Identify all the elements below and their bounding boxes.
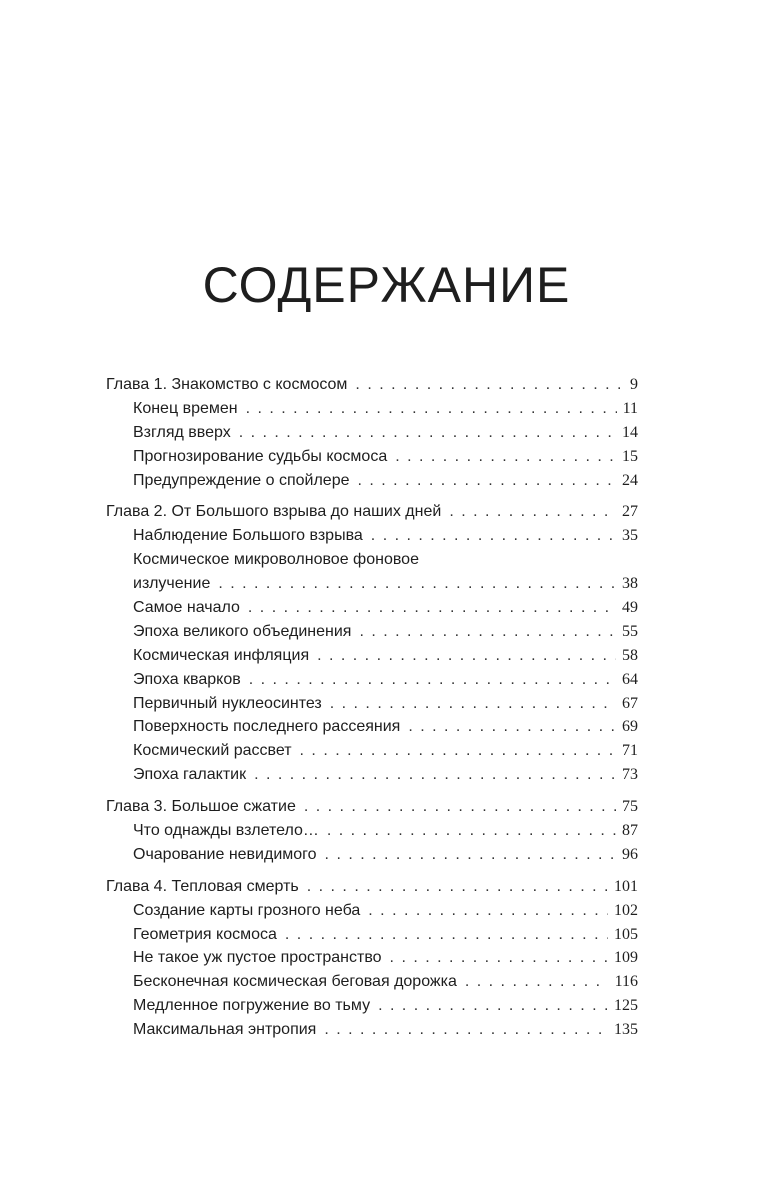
toc-entry-page: 87 (622, 822, 638, 840)
toc-section-entry[interactable] (106, 469, 638, 493)
toc-section-entry-line-1[interactable] (106, 548, 638, 572)
toc-leader-dots (390, 946, 608, 970)
toc-entry-page: 109 (614, 949, 638, 967)
toc-leader-dots (324, 1018, 608, 1042)
toc-entry-page: 73 (622, 766, 638, 784)
toc-chapter-3 (106, 795, 638, 867)
toc-section-entry[interactable] (106, 524, 638, 548)
toc-leader-dots (408, 715, 616, 739)
toc-entry-page: 71 (622, 742, 638, 760)
toc-entry-page: 15 (622, 447, 638, 465)
toc-entry-page: 69 (622, 718, 638, 736)
toc-entry-page: 125 (614, 997, 638, 1015)
toc-chapter-entry[interactable] (106, 500, 638, 524)
toc-leader-dots (246, 397, 617, 421)
toc-entry-label: Создание карты грозного неба (133, 901, 361, 919)
toc-leader-dots (248, 596, 616, 620)
toc-section-entry[interactable] (106, 899, 638, 923)
toc-section-entry[interactable] (106, 819, 638, 843)
toc-leader-dots (330, 692, 616, 716)
toc-entry-label: Глава 4. Тепловая смерть (106, 877, 299, 895)
toc-section-entry-line-2[interactable] (106, 572, 638, 596)
toc-leader-dots (327, 819, 616, 843)
toc-entry-page: 38 (622, 575, 638, 593)
toc-leader-dots (317, 644, 616, 668)
toc-entry-page: 49 (622, 599, 638, 616)
toc-entry-page: 75 (622, 798, 638, 816)
toc-entry-page: 27 (622, 503, 638, 521)
toc-entry-label: Бесконечная космическая беговая дорожка (133, 973, 457, 991)
toc-leader-dots (449, 500, 616, 524)
toc-chapter-entry[interactable] (106, 373, 638, 397)
toc-entry-label: Космический рассвет (133, 742, 292, 760)
toc-section-entry[interactable] (106, 421, 638, 445)
toc-section-entry[interactable] (106, 445, 638, 469)
toc-entry-label: Очарование невидимого (133, 845, 317, 863)
toc-entry-label: Эпоха кварков (133, 670, 241, 688)
toc-entry-label: Прогнозирование судьбы космоса (133, 447, 388, 465)
toc-entry-page: 58 (622, 646, 638, 664)
toc-entry-label-continued: излучение (133, 575, 211, 593)
toc-leader-dots (254, 763, 616, 787)
toc-chapter-4 (106, 875, 638, 1042)
toc-entry-page: 11 (622, 399, 638, 417)
toc-entry-page: 55 (622, 622, 638, 640)
toc-chapter-1 (106, 373, 638, 492)
toc-section-entry[interactable] (106, 994, 638, 1018)
toc-entry-page: 64 (622, 670, 638, 688)
toc-section-entry[interactable] (106, 923, 638, 947)
toc-entry-label: Предупреждение о спойлере (133, 471, 350, 489)
toc-leader-dots (300, 739, 616, 763)
toc-leader-dots (359, 620, 616, 644)
toc-entry-page: 96 (622, 845, 638, 863)
toc-section-entry[interactable] (106, 946, 638, 970)
toc-entry-label: Самое начало (133, 599, 240, 616)
toc-entry-label: Взгляд вверх (133, 423, 231, 441)
toc-entry-label: Конец времен (133, 399, 238, 417)
toc-entry-label: Наблюдение Большого взрыва (133, 527, 363, 545)
toc-section-entry[interactable] (106, 970, 638, 994)
toc-entry-label: Глава 1. Знакомство с космосом (106, 375, 348, 393)
toc-section-entry[interactable] (106, 763, 638, 787)
toc-entry-page: 102 (614, 901, 638, 919)
toc-entry-label: Медленное погружение во тьму (133, 997, 371, 1015)
toc-leader-dots (239, 421, 616, 445)
toc-entry-page: 14 (622, 423, 638, 441)
toc-entry-label: Что однажды взлетело… (133, 822, 319, 840)
toc-section-entry[interactable] (106, 1018, 638, 1042)
toc-entry-label: Эпоха великого объединения (133, 622, 352, 640)
toc-entry-page: 116 (614, 973, 638, 991)
toc-entry-page: 24 (622, 471, 638, 489)
toc-entry-page: 35 (622, 527, 638, 545)
toc-entry-label: Глава 3. Большое сжатие (106, 798, 296, 816)
toc-section-entry[interactable] (106, 620, 638, 644)
toc-entry-label: Глава 2. От Большого взрыва до наших дней (106, 503, 442, 521)
page-title: СОДЕРЖАНИЕ (202, 257, 571, 313)
toc-entry-label: Первичный нуклеосинтез (133, 694, 322, 712)
toc-entry-page: 135 (614, 1021, 638, 1039)
toc-entry-page: 9 (630, 375, 638, 393)
toc-section-entry[interactable] (106, 644, 638, 668)
toc-leader-dots (249, 668, 616, 692)
toc-section-entry[interactable] (106, 843, 638, 867)
toc-leader-dots (465, 970, 609, 994)
toc-leader-dots (395, 445, 616, 469)
toc-entry-label: Космическое микроволновое фоновое (133, 551, 419, 569)
toc-entry-label: Поверхность последнего рассеяния (133, 718, 401, 736)
toc-entry-label: Эпоха галактик (133, 766, 247, 784)
toc-entry-page: 105 (614, 925, 638, 943)
toc-section-entry[interactable] (106, 668, 638, 692)
toc-leader-dots (355, 373, 624, 397)
table-of-contents (106, 373, 638, 1050)
toc-entry-page: 67 (622, 694, 638, 712)
toc-section-entry[interactable] (106, 692, 638, 716)
toc-leader-dots (378, 994, 608, 1018)
toc-leader-dots (371, 524, 616, 548)
toc-entry-label: Геометрия космоса (133, 925, 277, 943)
toc-section-entry[interactable] (106, 596, 638, 620)
toc-section-entry[interactable] (106, 397, 638, 421)
toc-leader-dots (285, 923, 608, 947)
toc-leader-dots (307, 875, 608, 899)
toc-section-entry[interactable] (106, 715, 638, 739)
toc-section-entry[interactable] (106, 739, 638, 763)
toc-entry-page: 101 (614, 877, 638, 895)
toc-chapter-2 (106, 500, 638, 787)
toc-entry-label: Максимальная энтропия (133, 1021, 317, 1039)
toc-leader-dots (304, 795, 616, 819)
toc-leader-dots (325, 843, 616, 867)
toc-leader-dots (218, 572, 616, 596)
toc-chapter-entry[interactable] (106, 875, 638, 899)
toc-leader-dots (358, 469, 617, 493)
toc-entry-label: Космическая инфляция (133, 646, 310, 664)
toc-entry-label: Не такое уж пустое пространство (133, 949, 382, 967)
toc-leader-dots (368, 899, 608, 923)
toc-chapter-entry[interactable] (106, 795, 638, 819)
